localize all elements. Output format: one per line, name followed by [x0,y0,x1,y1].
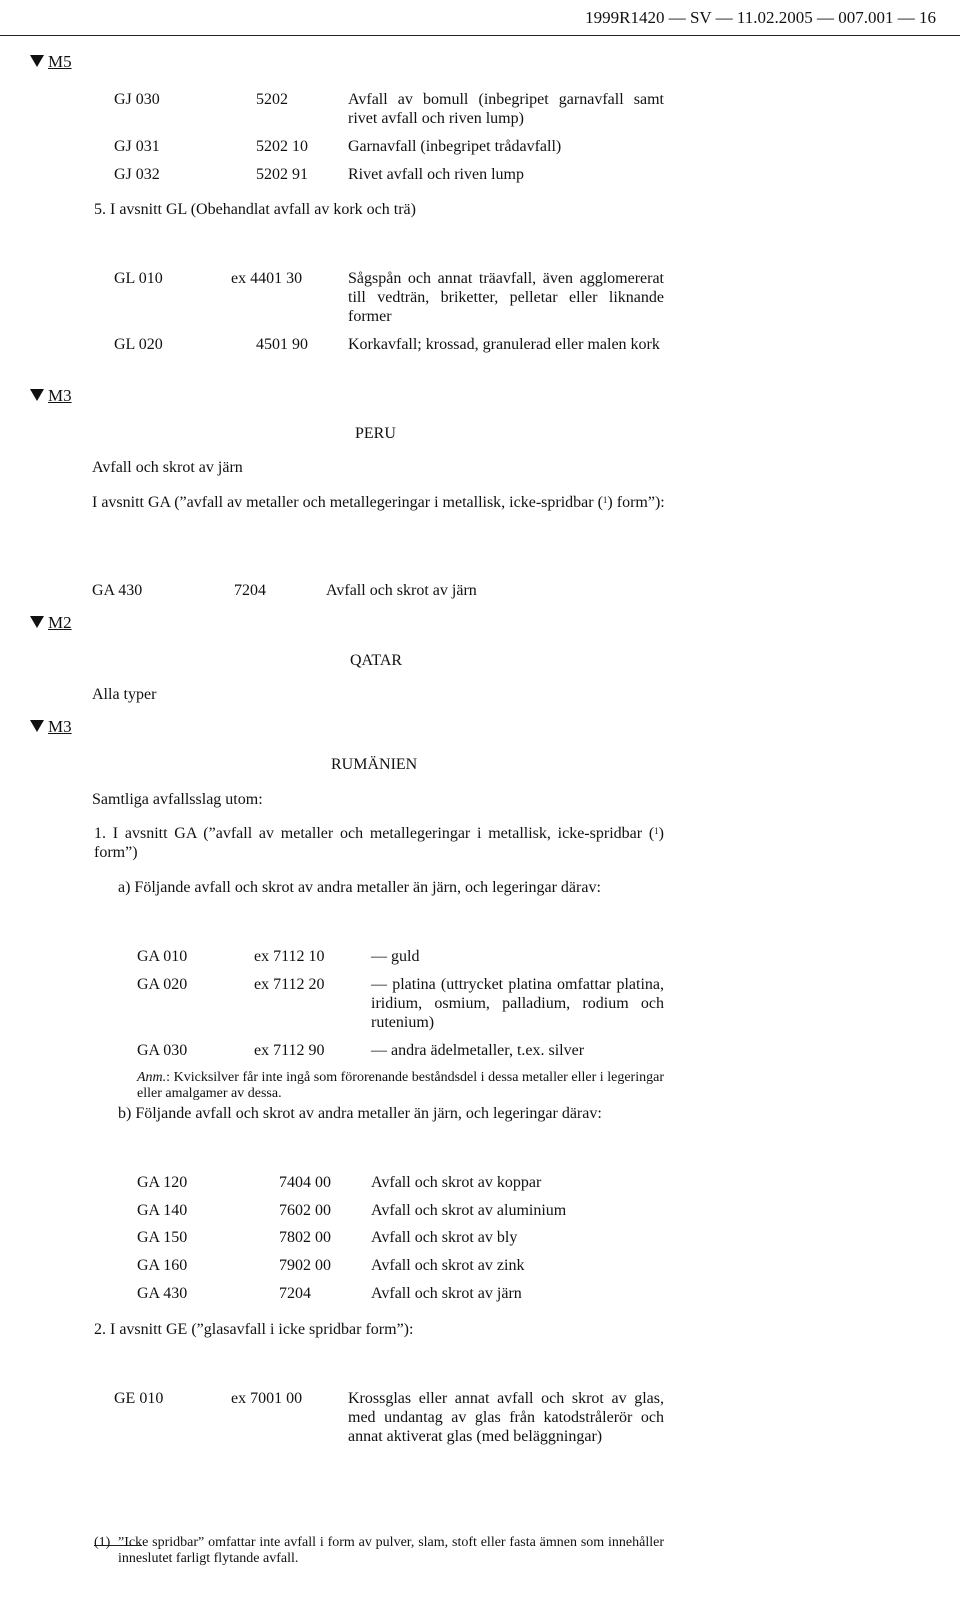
a-hs: ex 7112 90 [254,1042,325,1059]
gj-hs: 5202 [256,91,288,108]
gl-hs: 4501 90 [256,336,308,353]
amendment-marker-m3-second[interactable]: M3 [30,717,72,736]
country-heading-peru: PERU [355,425,396,442]
header-rule [0,35,960,36]
b-desc: Avfall och skrot av aluminium [371,1202,567,1219]
ge-desc: Krossglas eller annat avfall och skrot av glas, med undantag av glas från katodstrålerör och annat aktiverat glas (med beläggningar) [348,1390,664,1445]
peru-code: GA 430 [92,582,143,599]
item1-text-pre: 1. I avsnitt GA (”avfall av metaller och metallegeringar i metallisk, icke-spridbar ( [94,825,655,842]
peru-hs: 7204 [234,582,266,599]
b-hs: 7404 00 [279,1174,331,1191]
peru-text-post: ) form”): [607,494,665,511]
gj-hs: 5202 10 [256,138,308,155]
gl-hs: ex 4401 30 [231,270,303,287]
a-code: GA 030 [137,1042,188,1059]
romania-item-b: b) Följande avfall och skrot av andra metaller än järn, och legeringar därav: [118,1105,602,1122]
item-5-heading: 5. I avsnitt GL (Obehandlat avfall av kork och trä) [94,201,416,218]
gj-hs: 5202 91 [256,166,308,183]
anm-label: Anm. [137,1070,167,1085]
item1-text-post: ) form”) [94,825,664,861]
amendment-marker-m5[interactable]: M5 [30,52,72,71]
ge-code: GE 010 [114,1390,164,1407]
romania-item-a: a) Följande avfall och skrot av andra metaller än järn, och legeringar därav: [118,879,601,896]
peru-subtitle: Avfall och skrot av järn [92,459,243,476]
anm-text: : Kvicksilver får inte ingå som förorenande beståndsdel i dessa metaller eller i legeringar eller amalgamer av dessa. [137,1070,664,1101]
gj-desc: Garnavfall (inbegripet trådavfall) [348,138,562,155]
footnote-ref[interactable]: 1 [602,495,608,505]
amendment-marker-m3[interactable]: M3 [30,386,72,405]
a-desc: — andra ädelmetaller, t.ex. silver [371,1042,585,1059]
gl-code: GL 010 [114,270,163,287]
country-heading-qatar: QATAR [350,652,403,669]
anm-note [137,1070,664,1102]
triangle-down-icon [30,720,44,732]
footnote-number: (1) [94,1535,111,1550]
b-code: GA 150 [137,1229,188,1246]
a-hs: ex 7112 10 [254,948,325,965]
b-desc: Avfall och skrot av bly [371,1229,518,1246]
triangle-down-icon [30,616,44,628]
amendment-marker-m2[interactable]: M2 [30,613,72,632]
a-code: GA 010 [137,948,188,965]
footnote-ref[interactable]: 1 [654,826,659,836]
gj-desc: Rivet avfall och riven lump [348,166,524,183]
b-code: GA 140 [137,1202,188,1219]
b-desc: Avfall och skrot av zink [371,1257,525,1274]
a-desc: — platina (uttrycket platina omfattar platina, iridium, osmium, palladium, rodium och rutenium) [371,976,664,1031]
a-hs: ex 7112 20 [254,976,325,993]
peru-text-pre: I avsnitt GA (”avfall av metaller och metallegeringar i metallisk, icke-spridbar ( [92,494,603,511]
triangle-down-icon [30,55,44,67]
country-heading-romania: RUMÄNIEN [331,756,418,773]
triangle-down-icon [30,389,44,401]
peru-paragraph [92,493,668,512]
gl-desc: Sågspån och annat träavfall, även agglomererat till vedträn, briketter, pelletar eller liknande former [348,270,664,325]
romania-item-2: 2. I avsnitt GE (”glasavfall i icke spridbar form”): [94,1321,414,1338]
b-code: GA 160 [137,1257,188,1274]
ge-hs: ex 7001 00 [231,1390,303,1407]
footnote-text: ”Icke spridbar” omfattar inte avfall i form av pulver, slam, stoft eller fasta ämnen som innehåller inneslutet farligt flytande avfall. [118,1535,664,1566]
b-hs: 7602 00 [279,1202,331,1219]
gl-desc: Korkavfall; krossad, granulerad eller malen kork [348,336,660,353]
page-header: 1999R1420 — SV — 11.02.2005 — 007.001 — 16 [585,8,936,27]
peru-desc: Avfall och skrot av järn [326,582,477,599]
a-code: GA 020 [137,976,188,993]
qatar-subtitle: Alla typer [92,686,157,703]
b-desc: Avfall och skrot av järn [371,1285,522,1302]
gj-desc: Avfall av bomull (inbegripet garnavfall samt rivet avfall och riven lump) [348,91,664,127]
b-code: GA 120 [137,1174,188,1191]
gj-code: GJ 031 [114,138,160,155]
a-desc: — guld [371,948,420,965]
b-desc: Avfall och skrot av koppar [371,1174,542,1191]
gj-code: GJ 030 [114,91,160,108]
gl-code: GL 020 [114,336,163,353]
romania-subtitle: Samtliga avfallsslag utom: [92,791,263,808]
gj-code: GJ 032 [114,166,160,183]
b-hs: 7802 00 [279,1229,331,1246]
b-hs: 7204 [279,1285,311,1302]
romania-item-1 [94,824,664,862]
b-hs: 7902 00 [279,1257,331,1274]
b-code: GA 430 [137,1285,188,1302]
